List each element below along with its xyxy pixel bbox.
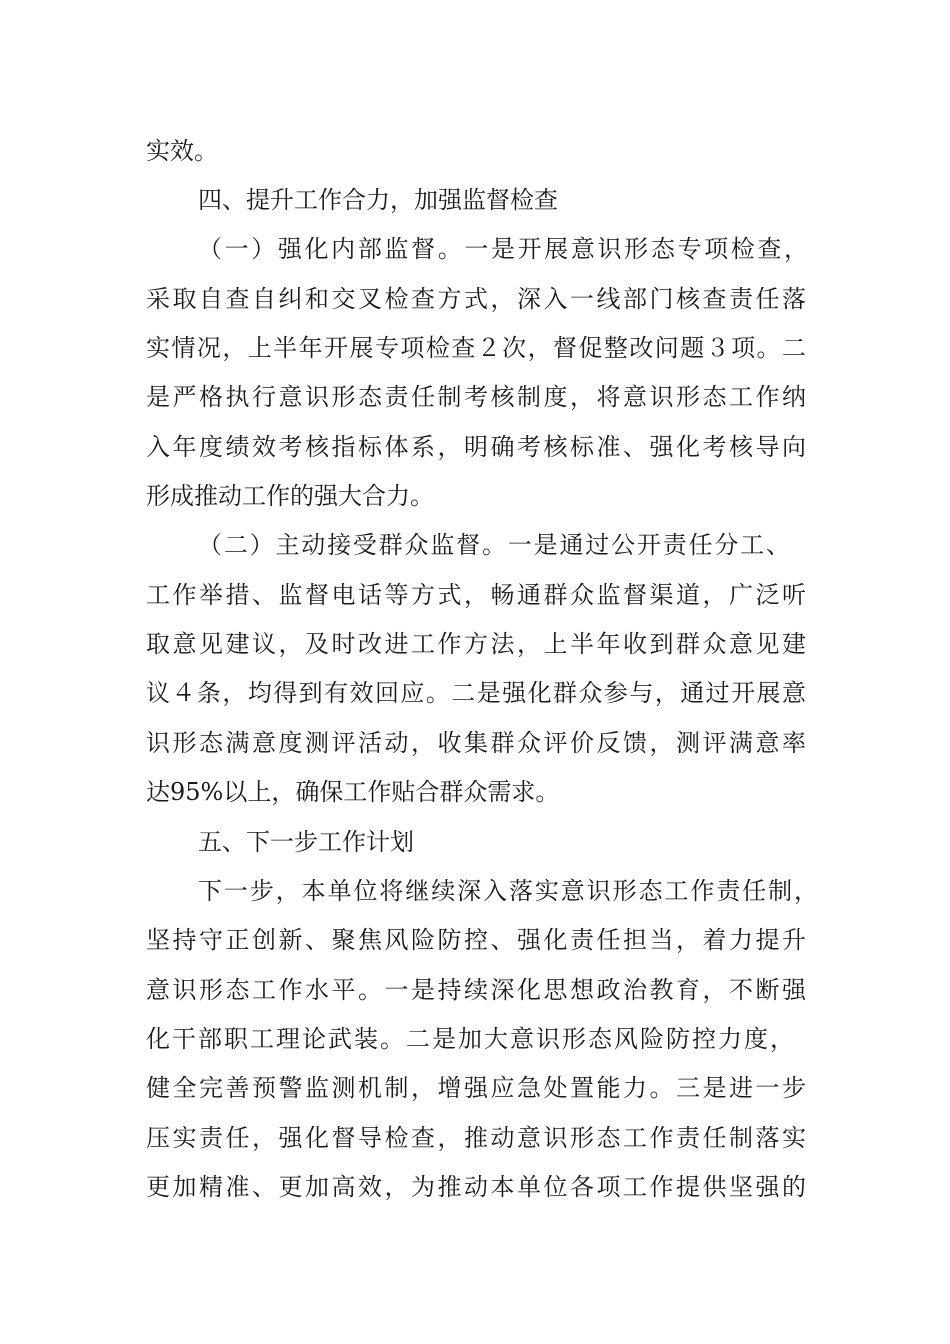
body-text-line: 健全完善预警监测机制，增强应急处置能力。三是进一步 xyxy=(146,1074,806,1102)
body-text-line: 入年度绩效考核指标体系，明确考核标准、强化考核导向 xyxy=(146,433,806,461)
body-text-line: 化干部职工理论武装。二是加大意识形态风险防控力度， xyxy=(146,1025,794,1053)
body-text-line: 实情况，上半年开展专项检查２次，督促整改问题３项。二 xyxy=(146,334,806,362)
body-text-line: 议４条，均得到有效回应。二是强化群众参与，通过开展意 xyxy=(146,679,806,707)
section-heading: 五、下一步工作计划 xyxy=(198,828,414,856)
body-text-line: 工作举措、监督电话等方式，畅通群众监督渠道，广泛听 xyxy=(146,581,806,609)
body-text-line: 形成推动工作的强大合力。 xyxy=(146,482,434,510)
body-text-line: 更加精准、更加高效，为推动本单位各项工作提供坚强的 xyxy=(146,1173,806,1201)
body-text-line: 采取自查自纠和交叉检查方式，深入一线部门核查责任落 xyxy=(146,285,806,313)
body-text-line: 意识形态工作水平。一是持续深化思想政治教育，不断强 xyxy=(146,976,806,1004)
body-text-line: 识形态满意度测评活动，收集群众评价反馈，测评满意率 xyxy=(146,729,806,757)
body-text-line: 达95%以上，确保工作贴合群众需求。 xyxy=(146,778,560,806)
body-text-line: 压实责任，强化督导检查，推动意识形态工作责任制落实 xyxy=(146,1124,806,1152)
body-text-line: 是严格执行意识形态责任制考核制度，将意识形态工作纳 xyxy=(146,383,806,411)
body-text-line: 取意见建议，及时改进工作方法，上半年收到群众意见建 xyxy=(146,630,806,658)
section-heading: 四、提升工作合力，加强监督检查 xyxy=(198,186,558,214)
subsection-heading-line: （二）主动接受群众监督。一是通过公开责任分工、 xyxy=(198,531,790,559)
body-text-line: 实效。 xyxy=(146,137,218,165)
subsection-heading-line: （一）强化内部监督。一是开展意识形态专项检查， xyxy=(198,235,808,263)
body-text-line: 坚持守正创新、聚焦风险防控、强化责任担当，着力提升 xyxy=(146,926,806,954)
body-text-line: 下一步，本单位将继续深入落实意识形态工作责任制， xyxy=(198,877,818,905)
